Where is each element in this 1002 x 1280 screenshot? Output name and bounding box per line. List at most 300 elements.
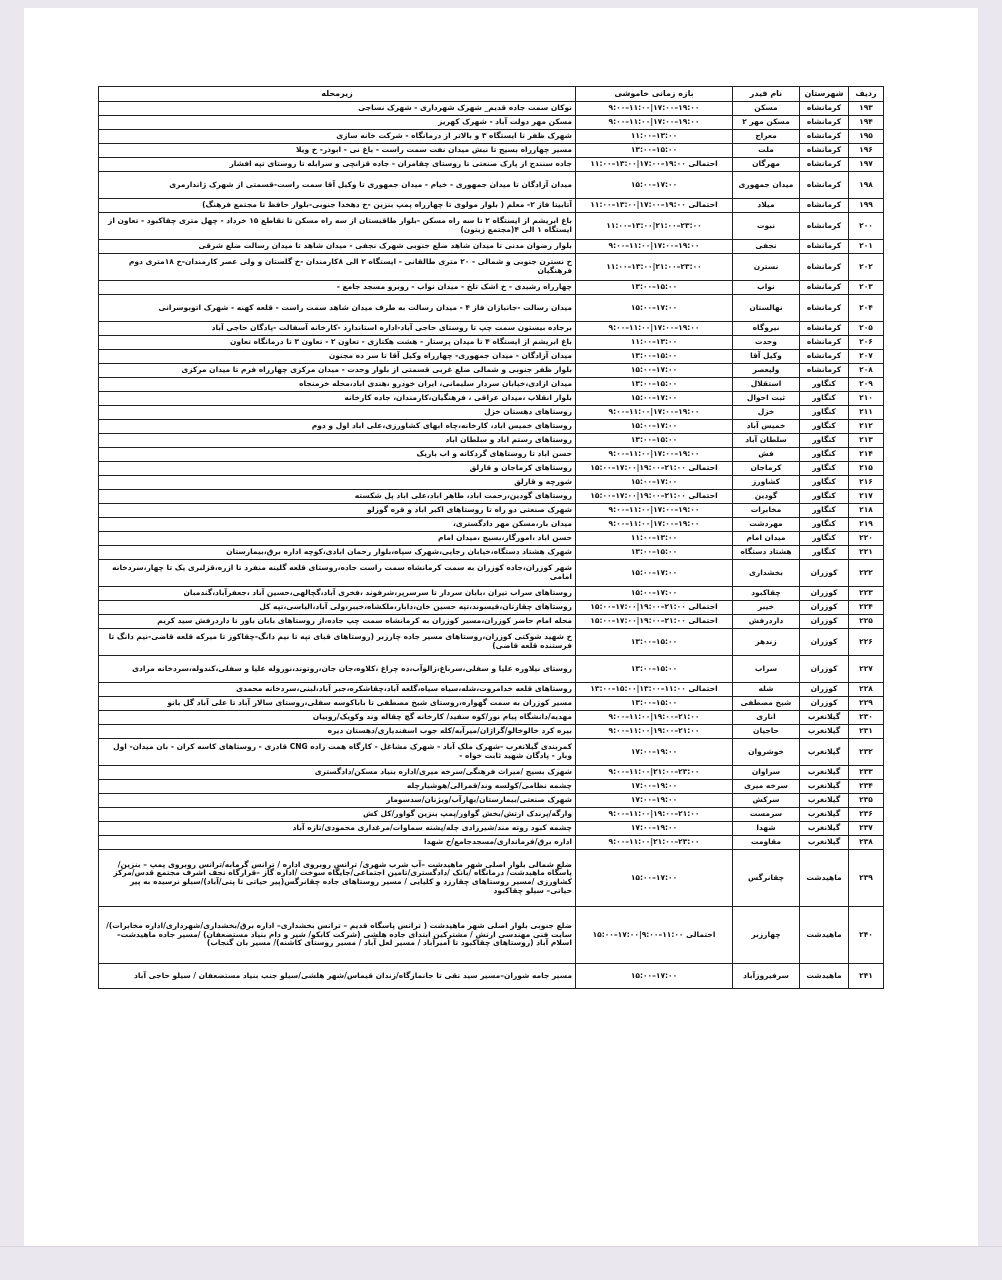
row-time: ۱۵:۰۰–۱۷:۰۰ [576,587,733,601]
row-city: کوزران [800,601,849,615]
row-time: احتمالی ۲۱:۰۰–۱۹:۰۰|۱۷:۰۰–۱۵:۰۰ [576,490,733,504]
row-city: کوزران [800,697,849,711]
row-id: ۲۳۵ [849,794,884,808]
row-id: ۱۹۸ [849,172,884,199]
row-area: روستاهای خمیس اباد، کارخانه،چاه ابهای کشاورزی،علی اباد اول و دوم [99,420,576,434]
row-area: روستاهای رستم اباد و سلطان اباد [99,434,576,448]
row-city: گیلانغرب [800,739,849,766]
row-area: وارگه/پرندک ارتش/بخش گواور/پمپ بنزین گواور/کل کش [99,808,576,822]
table-row [99,518,884,532]
row-time: ۱۵:۰۰–۱۷:۰۰ [576,172,733,199]
table-row [99,295,884,322]
row-area: جاده سنندج از پارک صنعتی تا روستای چقامران - جاده قزانچی و سرابله تا روستای تپه افشار [99,158,576,172]
row-area: میدان ازادی،خیابان سردار سلیمانی، ایران خودرو ،هندی اباد،محله خرمنجاه [99,378,576,392]
row-time: احتمالی ۱۱:۰۰–۹:۰۰|۱۷:۰۰–۱۵:۰۰ [576,907,733,964]
row-id: ۲۳۷ [849,822,884,836]
row-time: ۹:۰۰–۱۱:۰۰|۲۱:۰۰–۲۳:۰۰ [576,766,733,780]
row-feeder: وکیل آقا [733,350,800,364]
row-area: شورچه و قارلق [99,476,576,490]
row-area: کمربندی گیلانغرب -شهرک ملک آباد - شهرک مشاغل - کارگاه همت زاده CNG قادری - روستاهای کاسه کران - بان میدان- اول وبار - پادگان شهید ثابت خواه - [99,739,576,766]
row-feeder: مسکن مهر ۲ [733,116,800,130]
row-city: کوزران [800,615,849,629]
row-id: ۲۱۷ [849,490,884,504]
row-id: ۲۴۰ [849,907,884,964]
row-id: ۱۹۴ [849,116,884,130]
row-time: ۱۵:۰۰–۱۷:۰۰ [576,364,733,378]
row-feeder: مهرگان [733,158,800,172]
row-city: کوزران [800,560,849,587]
row-area: محله امام حاضر کوزران،مسیر کوزران به کرمانشاه سمت چپ جاده،از روستاهای بابان باور تا داردرفش سید کریم [99,615,576,629]
row-id: ۲۱۲ [849,420,884,434]
row-area: روستاهای چقازنان،قیسوند،تپه حسین خان،دابار،ملکشاه،خیبر،ولی آباد،الیاسی،تپه کل [99,601,576,615]
row-id: ۲۳۲ [849,739,884,766]
row-feeder: سلطان آباد [733,434,800,448]
row-id: ۲۱۰ [849,392,884,406]
row-area: روستاهای سراب تیران ،بابان سردار تا سرسرپر،شرفوند ،فخری آباد،گچالهی،حسین آباد ،جعفرآباد،گندمبان [99,587,576,601]
row-id: ۲۲۹ [849,697,884,711]
row-time: ۱۳:۰۰–۱۵:۰۰ [576,434,733,448]
row-area: چهارراه رشیدی - خ اشک تلخ - میدان نواب - روبرو مسجد جامع - [99,281,576,295]
row-time: ۱۱:۰۰–۱۳:۰۰|۲۱:۰۰–۲۳:۰۰ [576,254,733,281]
table-row [99,656,884,683]
table-row [99,964,884,989]
table-row [99,850,884,907]
table-row [99,808,884,822]
row-area: حسن اباد ،امورگار،بسیج ،میدان امام [99,532,576,546]
row-feeder: خوشروان [733,739,800,766]
row-city: کرمانشاه [800,364,849,378]
row-city: کوزران [800,587,849,601]
row-area: آتابیتا فاز ۲- معلم ( بلوار مولوی تا چهارراه پمپ بنزین -خ دهخدا جنوبی-بلوار حافظ تا مجتمع فرهنگ) [99,199,576,213]
row-city: گیلانغرب [800,780,849,794]
table-row [99,711,884,725]
table-row [99,336,884,350]
row-id: ۲۲۶ [849,629,884,656]
row-city: کرمانشاه [800,281,849,295]
row-feeder: معراج [733,130,800,144]
row-city: ماهیدشت [800,907,849,964]
table-row [99,725,884,739]
row-id: ۲۱۶ [849,476,884,490]
row-time: ۹:۰۰–۱۱:۰۰|۱۹:۰۰–۲۱:۰۰ [576,725,733,739]
row-feeder: مخابرات [733,504,800,518]
table-row [99,794,884,808]
row-feeder: نسترن [733,254,800,281]
row-time: ۹:۰۰–۱۱:۰۰|۱۷:۰۰–۱۹:۰۰ [576,322,733,336]
row-id: ۲۲۵ [849,615,884,629]
row-area: روستاهای دهستان خزل [99,406,576,420]
row-id: ۱۹۹ [849,199,884,213]
row-city: کنگاور [800,546,849,560]
row-time: احتمالی ۲۱:۰۰–۱۹:۰۰|۱۷:۰۰–۱۵:۰۰ [576,462,733,476]
table-row [99,448,884,462]
table-row [99,683,884,697]
row-feeder: چقانرگس [733,850,800,907]
row-time: احتمالی ۲۱:۰۰–۱۹:۰۰|۱۷:۰۰–۱۵:۰۰ [576,615,733,629]
row-id: ۲۱۳ [849,434,884,448]
row-city: کوزران [800,629,849,656]
row-area: روستاهای گودین،رحمت اباد، طاهر اباد،علی اباد پل شکسته [99,490,576,504]
row-area: میدان آزادگان تا میدان جمهوری - خیام - میدان جمهوری تا وکیل آقا سمت راست-قسمتی از شهرک ژاندارمری [99,172,576,199]
row-time: ۱۱:۰۰–۱۳:۰۰ [576,336,733,350]
table-row [99,158,884,172]
row-feeder: گودین [733,490,800,504]
row-id: ۲۰۹ [849,378,884,392]
table-row [99,462,884,476]
row-area: ضلع شمالی بلوار اصلی شهر ماهیدشت –آب شرب شهری/ ترانس روبروی اداره / ترانس گرمابه/ترانس روبروی پمپ – بنزین/پاسگاه ماهیدشت/ درمانگاه /بانک /دادگستری/تامین اجتماعی/جایگاه سوخت /اداره گاز –قرارگاه نجف اشرف مجتمع قدس/مرکز کشاورزی /مسیر روستاهای چقارزد و کلیایی / مسیر روستاهای جاده چقانرگس(پیر حیاتی تا پتی/آباد)/سیلو نرسیده به پیر حیاتی– سیلو چقاکبود [99,850,576,907]
row-id: ۲۰۰ [849,213,884,240]
row-time: ۱۵:۰۰–۱۷:۰۰ [576,420,733,434]
row-time: ۹:۰۰–۱۱:۰۰|۱۷:۰۰–۱۹:۰۰ [576,518,733,532]
row-id: ۲۰۸ [849,364,884,378]
row-feeder: ولیعصر [733,364,800,378]
table-row [99,350,884,364]
table-row [99,476,884,490]
row-id: ۲۰۴ [849,295,884,322]
table-row [99,406,884,420]
row-id: ۲۳۶ [849,808,884,822]
row-area: بلوار رضوان مدنی تا میدان شاهد ضلع جنوبی شهرک نجفی - میدان شاهد تا میدان رسالت ضلع شرقی [99,240,576,254]
row-time: ۱۷:۰۰–۱۹:۰۰ [576,822,733,836]
row-time: ۱۳:۰۰–۱۵:۰۰ [576,281,733,295]
row-area: میدان بار،مسکن مهر دادگستری، [99,518,576,532]
row-city: کرمانشاه [800,158,849,172]
row-city: ماهیدشت [800,850,849,907]
row-city: کنگاور [800,434,849,448]
row-time: ۹:۰۰–۱۱:۰۰|۱۷:۰۰–۱۹:۰۰ [576,116,733,130]
row-time: ۹:۰۰–۱۱:۰۰|۱۷:۰۰–۱۹:۰۰ [576,504,733,518]
row-area: روستاهای قلعه خدامروت،شله،سیاه سیاه،گلعه آباد،چقاشکره،جبر آباد،لبنی،سردخانه محمدی [99,683,576,697]
row-area: باغ ابریشم از ایستگاه ۴ تا میدان پرستار - هشت هکتاری - تعاون ۲ - تعاون ۳ تا درمانگاه تعاون [99,336,576,350]
row-city: گیلانغرب [800,725,849,739]
row-area: خ نسترن جنوبی و شمالی - ۲۰ متری طالقانی - ایستگاه ۲ الی ۸کارمندان -خ گلستان و ولی عصر کارمندان-خ ۱۸متری دوم فرهنگیان [99,254,576,281]
row-time: احتمالی ۱۹:۰۰–۱۷:۰۰|۱۳:۰۰–۱۱:۰۰ [576,199,733,213]
table-row [99,560,884,587]
row-feeder: سراب [733,656,800,683]
row-area: بیره کرد خالوخالو/گراژان/میرآبه/کله جوب اسفندیاری/دهستان دیره [99,725,576,739]
row-feeder: مهردشت [733,518,800,532]
row-time: ۹:۰۰–۱۱:۰۰|۱۹:۰۰–۲۱:۰۰ [576,808,733,822]
row-area: روستاهای کرماجان و قارلق [99,462,576,476]
table-row [99,601,884,615]
row-id: ۲۰۳ [849,281,884,295]
header-city: شهرستان [800,87,849,102]
row-feeder: اناری [733,711,800,725]
row-feeder: حاجیان [733,725,800,739]
table-row [99,172,884,199]
row-city: کنگاور [800,406,849,420]
row-area: خ شهید شوکتی کوزران،روستاهای مسیر جاده چارزبر (روستاهای قبای تپه تا نیم دانگ-چقاکوز تا میرکه قلعه قاضی-نیم دانگ تا فرستنده قلعه قاضی) [99,629,576,656]
row-time: ۹:۰۰–۱۱:۰۰|۱۷:۰۰–۱۹:۰۰ [576,448,733,462]
row-time: ۱۵:۰۰–۱۷:۰۰ [576,964,733,989]
row-time: ۱۳:۰۰–۱۵:۰۰ [576,350,733,364]
row-area: بلوار ظفر جنوبی و شمالی ضلع غربی قسمتی از بلوار وحدت - میدان مرکزی چهارراه فرم تا میدان مرکزی [99,364,576,378]
row-id: ۲۰۷ [849,350,884,364]
row-area: شهرک صنعتی دو راه تا روستاهای اکبر اباد و قره گوزلو [99,504,576,518]
table-row [99,378,884,392]
row-id: ۲۱۸ [849,504,884,518]
table-row [99,116,884,130]
table-row [99,629,884,656]
row-feeder: خمیس آباد [733,420,800,434]
outage-schedule-table [98,86,884,989]
row-id: ۲۰۲ [849,254,884,281]
row-city: کرمانشاه [800,130,849,144]
row-area: شهرک صنعتی/بیمارستان/بهارآب/ویژنان/سدسومار [99,794,576,808]
row-time: ۹:۰۰–۱۱:۰۰|۱۷:۰۰–۱۹:۰۰ [576,102,733,116]
table-row [99,420,884,434]
row-city: کنگاور [800,476,849,490]
row-id: ۲۰۱ [849,240,884,254]
row-city: کرمانشاه [800,116,849,130]
table-row [99,144,884,158]
row-area: اداره برق/فرمانداری/مسجدجامع/خ شهدا [99,836,576,850]
row-id: ۲۱۱ [849,406,884,420]
row-area: باغ ابریشم از ایستگاه ۲ تا سه راه مسکن -بلوار طاقبستان از سه راه مسکن تا تقاطع ۱۵ خرداد - چهل متری چقاکبود - تعاون از ایستگاه ۱ الی ۴(مجتمع زیتون) [99,213,576,240]
row-city: کنگاور [800,392,849,406]
row-feeder: کرماجان [733,462,800,476]
row-city: کرمانشاه [800,172,849,199]
header-time: بازه زمانی خاموشی [576,87,733,102]
row-area: نوکان سمت جاده قدیم_ شهرک شهرداری - شهرک نساجی [99,102,576,116]
row-time: ۱۳:۰۰–۱۵:۰۰ [576,378,733,392]
row-city: ماهیدشت [800,964,849,989]
row-city: کرمانشاه [800,213,849,240]
row-time: ۱۷:۰۰–۱۹:۰۰ [576,794,733,808]
row-time: ۱۱:۰۰–۱۳:۰۰|۲۱:۰۰–۲۳:۰۰ [576,213,733,240]
row-area: روستای نیلاوره علیا و سفلی،سرباغ،زالوآب،ده چراغ ،کلاوه،جان جان،روتوند،نوروله علیا و سفلی،کندوله،سردخانه مرادی [99,656,576,683]
row-city: کرمانشاه [800,350,849,364]
row-area: مسیر جامه شوران–مسیر سید نقی تا جانمازگاه/زندان قیماس/شهر هلشی/سیلو جنب بنیاد مستضعفان / سیلو حاجی آباد [99,964,576,989]
row-feeder: شیخ مصطفی [733,697,800,711]
row-time: ۱۷:۰۰–۱۹:۰۰ [576,739,733,766]
row-id: ۱۹۳ [849,102,884,116]
row-id: ۲۲۴ [849,601,884,615]
row-feeder: سرمست [733,808,800,822]
table-body [99,102,884,989]
row-feeder: میلاد [733,199,800,213]
row-city: گیلانغرب [800,711,849,725]
row-area: برجاده بیستون سمت چپ تا روستای حاجی آباد-اداره استاندارد -کارخانه آسفالت -پادگان حاجی آباد [99,322,576,336]
table-row [99,532,884,546]
table-row [99,199,884,213]
row-area: بلوار انقلاب ،میدان عراقی ، فرهنگیان،کارمندان، جاده کارخانه [99,392,576,406]
row-feeder: نهالستان [733,295,800,322]
row-city: کرمانشاه [800,199,849,213]
row-feeder: مسکن [733,102,800,116]
row-feeder: شهدا [733,822,800,836]
table-row [99,364,884,378]
row-time: احتمالی ۲۱:۰۰–۱۹:۰۰|۱۷:۰۰–۱۵:۰۰ [576,601,733,615]
row-feeder: استقلال [733,378,800,392]
row-id: ۲۲۱ [849,546,884,560]
row-feeder: چقاکبود [733,587,800,601]
row-feeder: سرخه میری [733,780,800,794]
row-area: ضلع جنوبی بلوار اصلی شهر ماهیدشت ( ترانس پاسگاه قدیم – ترانس بخشداری– اداره برق/بخشداری/شهرداری/اداره مخابرات)/سایت فنی مهندسی ارتش / مشترکین ابتدای جاده هلشی (شرکت کابکو/ شیر و دام بنیاد مستضعفان) /مسیر جاده ماهیدشت–اسلام آباد (روستاهای چقاکبود تا امیرآباد / مسیر لعل آباد / مسیر روستای کاشنه)/ مسیر بان گنجاب) [99,907,576,964]
row-id: ۲۳۰ [849,711,884,725]
row-city: کنگاور [800,462,849,476]
row-city: کوزران [800,683,849,697]
row-feeder: سرفیروزآباد [733,964,800,989]
row-time: ۱۳:۰۰–۱۵:۰۰ [576,629,733,656]
table-row [99,780,884,794]
row-feeder: میدان جمهوری [733,172,800,199]
table-row [99,836,884,850]
row-feeder: مقاومت [733,836,800,850]
row-feeder: زندهر [733,629,800,656]
table-row [99,766,884,780]
row-city: کنگاور [800,490,849,504]
table-row [99,697,884,711]
row-time: ۱۱:۰۰–۱۳:۰۰ [576,532,733,546]
row-time: ۹:۰۰–۱۱:۰۰|۲۱:۰۰–۲۳:۰۰ [576,836,733,850]
table-row [99,587,884,601]
row-area: شهر کوزران،جاده کوزران به سمت کرمانشاه سمت راست جاده،روستای قلعه گلینه منفرد تا ازره،قزلبری یک تا چهار،سردخانه امامی [99,560,576,587]
row-id: ۲۲۷ [849,656,884,683]
page-bottom-divider [0,1246,1002,1247]
row-id: ۲۲۰ [849,532,884,546]
row-time: ۱۵:۰۰–۱۷:۰۰ [576,295,733,322]
row-city: کنگاور [800,448,849,462]
row-time: ۱۵:۰۰–۱۷:۰۰ [576,850,733,907]
row-city: کنگاور [800,378,849,392]
table-row [99,213,884,240]
row-time: ۹:۰۰–۱۱:۰۰|۱۷:۰۰–۱۹:۰۰ [576,240,733,254]
row-id: ۲۲۸ [849,683,884,697]
row-feeder: چهارزبر [733,907,800,964]
row-time: ۱۳:۰۰–۱۵:۰۰ [576,546,733,560]
row-city: کنگاور [800,420,849,434]
row-id: ۱۹۷ [849,158,884,172]
table-row [99,240,884,254]
table-row [99,739,884,766]
table-row [99,907,884,964]
row-id: ۲۰۵ [849,322,884,336]
row-city: گیلانغرب [800,794,849,808]
row-area: شهرک هشتاد دستگاه،خیابان رجایی،شهرک سپاه،بلوار رحمان ابادی،کوچه اداره برق،بیمارستان [99,546,576,560]
row-id: ۲۳۴ [849,780,884,794]
row-feeder: میدان امام [733,532,800,546]
row-id: ۲۱۴ [849,448,884,462]
row-time: احتمالی ۱۹:۰۰–۱۷:۰۰|۱۳:۰۰–۱۱:۰۰ [576,158,733,172]
row-time: ۱۱:۰۰–۱۳:۰۰ [576,130,733,144]
row-feeder: داردرفش [733,615,800,629]
row-id: ۲۴۱ [849,964,884,989]
header-feeder: نام فیدر [733,87,800,102]
row-time: ۱۷:۰۰–۱۹:۰۰ [576,780,733,794]
row-id: ۲۳۱ [849,725,884,739]
row-feeder: نیروگاه [733,322,800,336]
row-time: ۱۵:۰۰–۱۷:۰۰ [576,560,733,587]
header-area: زیرمحله [99,87,576,102]
row-id: ۲۳۸ [849,836,884,850]
row-area: مسیر کوزران به سمت گهواره،روستای شیخ مصطفی تا باباکوسه سفلی،روستای سالار آباد تا علی آباد گل بانو [99,697,576,711]
row-feeder: ثبت احوال [733,392,800,406]
row-area: میدان رسالت -جانبازان فاز ۴ - میدان رسالت به طرف میدان شاهد سمت راست - قلعه کهنه - شهرک اتوبوسرانی [99,295,576,322]
row-feeder: شله [733,683,800,697]
row-feeder: وحدت [733,336,800,350]
row-time: ۹:۰۰–۱۱:۰۰|۱۹:۰۰–۲۱:۰۰ [576,711,733,725]
row-area: حسن اباد تا روستاهای گردکانه و اب باریک [99,448,576,462]
row-area: چشمه نظامی/کولسه وند/قمرالی/هوشیارچله [99,780,576,794]
row-area: شهرک بسیج /میراث فرهنگی/سرخه میری/اداره بنیاد مسکن/دادگستری [99,766,576,780]
row-time: ۱۵:۰۰–۱۷:۰۰ [576,476,733,490]
table-row [99,322,884,336]
row-city: گیلانغرب [800,836,849,850]
row-area: مهدیه/دانشگاه پیام نور/کوه سفید/ کارخانه گچ چقاله وند وکویک/روبیان [99,711,576,725]
table-header-row [99,87,884,102]
row-feeder: بخشداری [733,560,800,587]
table-row [99,392,884,406]
row-city: کرمانشاه [800,102,849,116]
row-feeder: سراوان [733,766,800,780]
row-feeder: نبوت [733,213,800,240]
row-feeder: خیبر [733,601,800,615]
row-city: کرمانشاه [800,144,849,158]
row-area: مسکن مهر دولت آباد - شهرک کهریز [99,116,576,130]
row-time: ۱۳:۰۰–۱۵:۰۰ [576,656,733,683]
row-time: ۹:۰۰–۱۱:۰۰|۱۷:۰۰–۱۹:۰۰ [576,406,733,420]
row-area: میدان آزادگان - میدان جمهوری- چهارراه وکیل آقا تا سر ده مجنون [99,350,576,364]
row-city: کرمانشاه [800,240,849,254]
row-time: ۱۳:۰۰–۱۵:۰۰ [576,697,733,711]
row-city: گیلانغرب [800,822,849,836]
row-feeder: کشاورز [733,476,800,490]
row-feeder: هشتاد دستگاه [733,546,800,560]
row-feeder: خزل [733,406,800,420]
row-area: شهرک ظفر تا ایستگاه ۳ و بالاتر از درمانگاه - شرکت خانه سازی [99,130,576,144]
row-feeder: ملت [733,144,800,158]
table-row [99,504,884,518]
row-id: ۲۰۶ [849,336,884,350]
row-city: کنگاور [800,518,849,532]
row-city: کرمانشاه [800,322,849,336]
table-row [99,546,884,560]
row-id: ۱۹۵ [849,130,884,144]
table-row [99,490,884,504]
row-feeder: سرکش [733,794,800,808]
row-id: ۲۲۲ [849,560,884,587]
row-id: ۲۳۹ [849,850,884,907]
table-row [99,822,884,836]
row-city: گیلانغرب [800,766,849,780]
table-row [99,434,884,448]
table-row [99,254,884,281]
row-id: ۲۱۹ [849,518,884,532]
row-area: چشمه کبود روته مند/شیرزادی چله/پشته سماوات/مرغداری محمودی/تازه آباد [99,822,576,836]
row-id: ۲۲۳ [849,587,884,601]
table-row [99,130,884,144]
table-row [99,615,884,629]
row-feeder: نجفی [733,240,800,254]
table-row [99,102,884,116]
row-city: کوزران [800,656,849,683]
header-id: ردیف [849,87,884,102]
row-id: ۲۳۳ [849,766,884,780]
row-city: کرمانشاه [800,336,849,350]
row-feeder: نواب [733,281,800,295]
row-city: کرمانشاه [800,295,849,322]
row-city: کنگاور [800,532,849,546]
row-time: ۱۵:۰۰–۱۷:۰۰ [576,392,733,406]
row-id: ۱۹۶ [849,144,884,158]
row-city: گیلانغرب [800,808,849,822]
row-feeder: فش [733,448,800,462]
row-time: احتمالی ۱۱:۰۰–۱۳:۰۰|۱۵:۰۰–۱۳:۰۰ [576,683,733,697]
table-row [99,281,884,295]
row-area: مسیر چهارراه بسیج تا نبش میدان نفت سمت راست - باغ نی - ابوذر- خ ویلا [99,144,576,158]
row-id: ۲۱۵ [849,462,884,476]
